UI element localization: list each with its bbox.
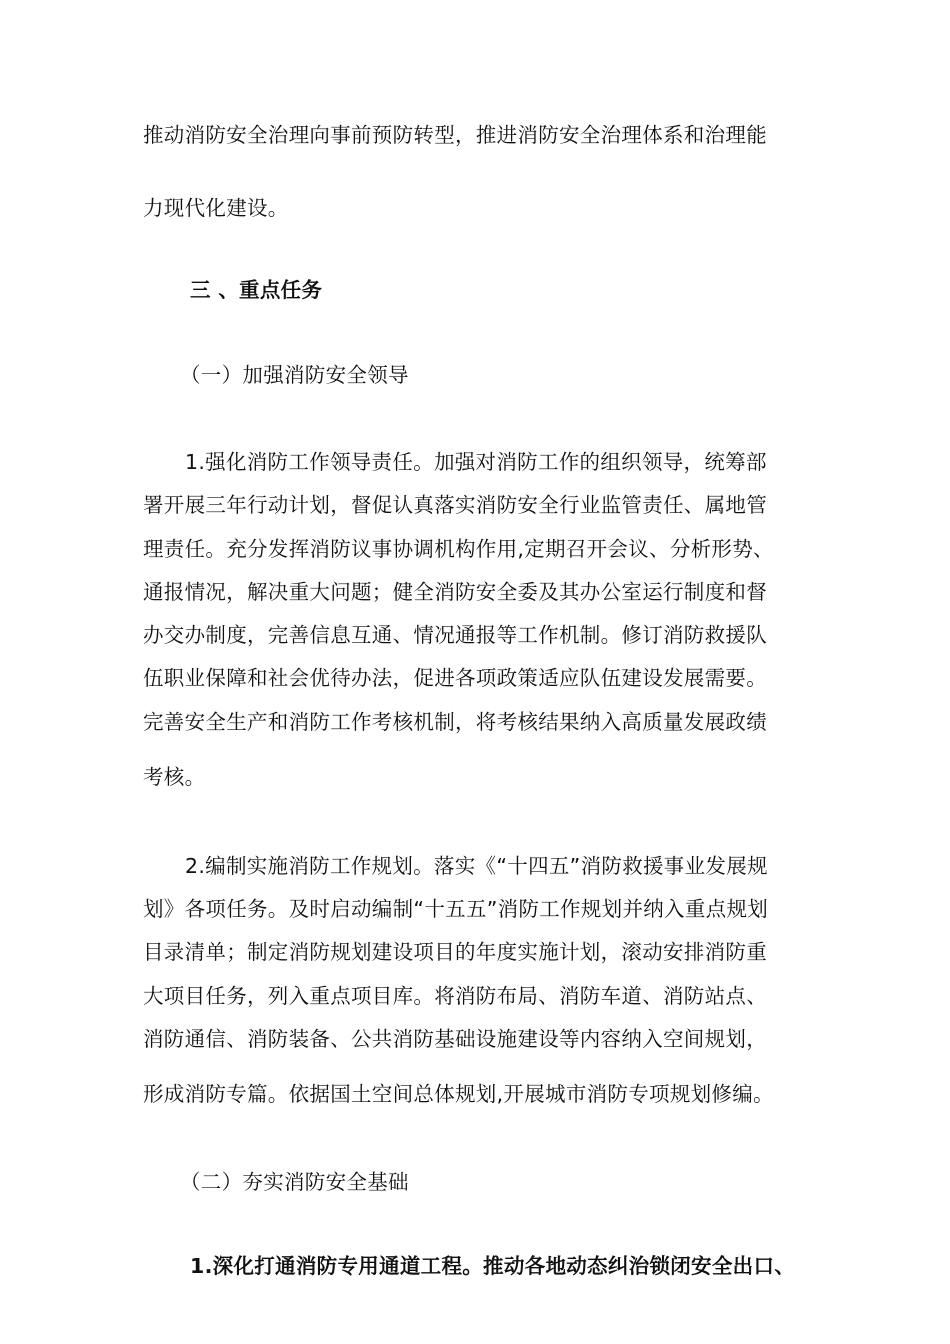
subsection-1-title: （一）加强消防安全领导: [180, 363, 409, 387]
sub1-item1-line-6: 伍职业保障和社会优待办法，促进各项政策适应队伍建设发展需要。: [143, 666, 767, 690]
sub1-item1-line-3: 理责任。充分发挥消防议事协调机构作用,定期召开会议、分析形势、: [143, 537, 774, 561]
sub1-item1-line-4: 通报情况，解决重大问题；健全消防安全委及其办公室运行制度和督: [143, 580, 767, 604]
intro-line-2: 力现代化建设。: [143, 196, 289, 220]
section-heading: 三 、重点任务: [190, 278, 323, 302]
sub1-item1-line-1: 1.强化消防工作领导责任。加强对消防工作的组织领导，统筹部: [185, 450, 767, 474]
sub1-item1-line-5: 办交办制度，完善信息互通、情况通报等工作机制。修订消防救援队: [143, 623, 767, 647]
subsection-2-title: （二）夯实消防安全基础: [180, 1170, 409, 1194]
sub1-item2-line-6: 形成消防专篇。依据国土空间总体规划,开展城市消防专项规划修编。: [143, 1082, 774, 1106]
sub1-item1-line-2: 署开展三年行动计划，督促认真落实消防安全行业监管责任、属地管: [143, 493, 767, 517]
sub1-item2-line-3: 目录清单；制定消防规划建设项目的年度实施计划，滚动安排消防重: [143, 940, 767, 964]
sub1-item2-line-5: 消防通信、消防装备、公共消防基础设施建设等内容纳入空间规划，: [143, 1027, 767, 1051]
sub1-item1-line-7: 完善安全生产和消防工作考核机制，将考核结果纳入高质量发展政绩: [143, 710, 767, 734]
sub1-item1-line-8: 考核。: [143, 765, 206, 789]
sub1-item2-line-1: 2.编制实施消防工作规划。落实《“十四五”消防救援事业发展规: [185, 854, 768, 878]
sub1-item2-line-4: 大项目任务，列入重点项目库。将消防布局、消防车道、消防站点、: [143, 984, 767, 1008]
sub1-item2-line-2: 划》各项任务。及时启动编制“十五五”消防工作规划并纳入重点规划: [143, 897, 769, 921]
intro-line-1: 推动消防安全治理向事前预防转型，推进消防安全治理体系和治理能: [143, 123, 767, 147]
sub2-item1-line-1: 1.深化打通消防专用通道工程。推动各地动态纠治锁闭安全出口、: [190, 1254, 796, 1278]
